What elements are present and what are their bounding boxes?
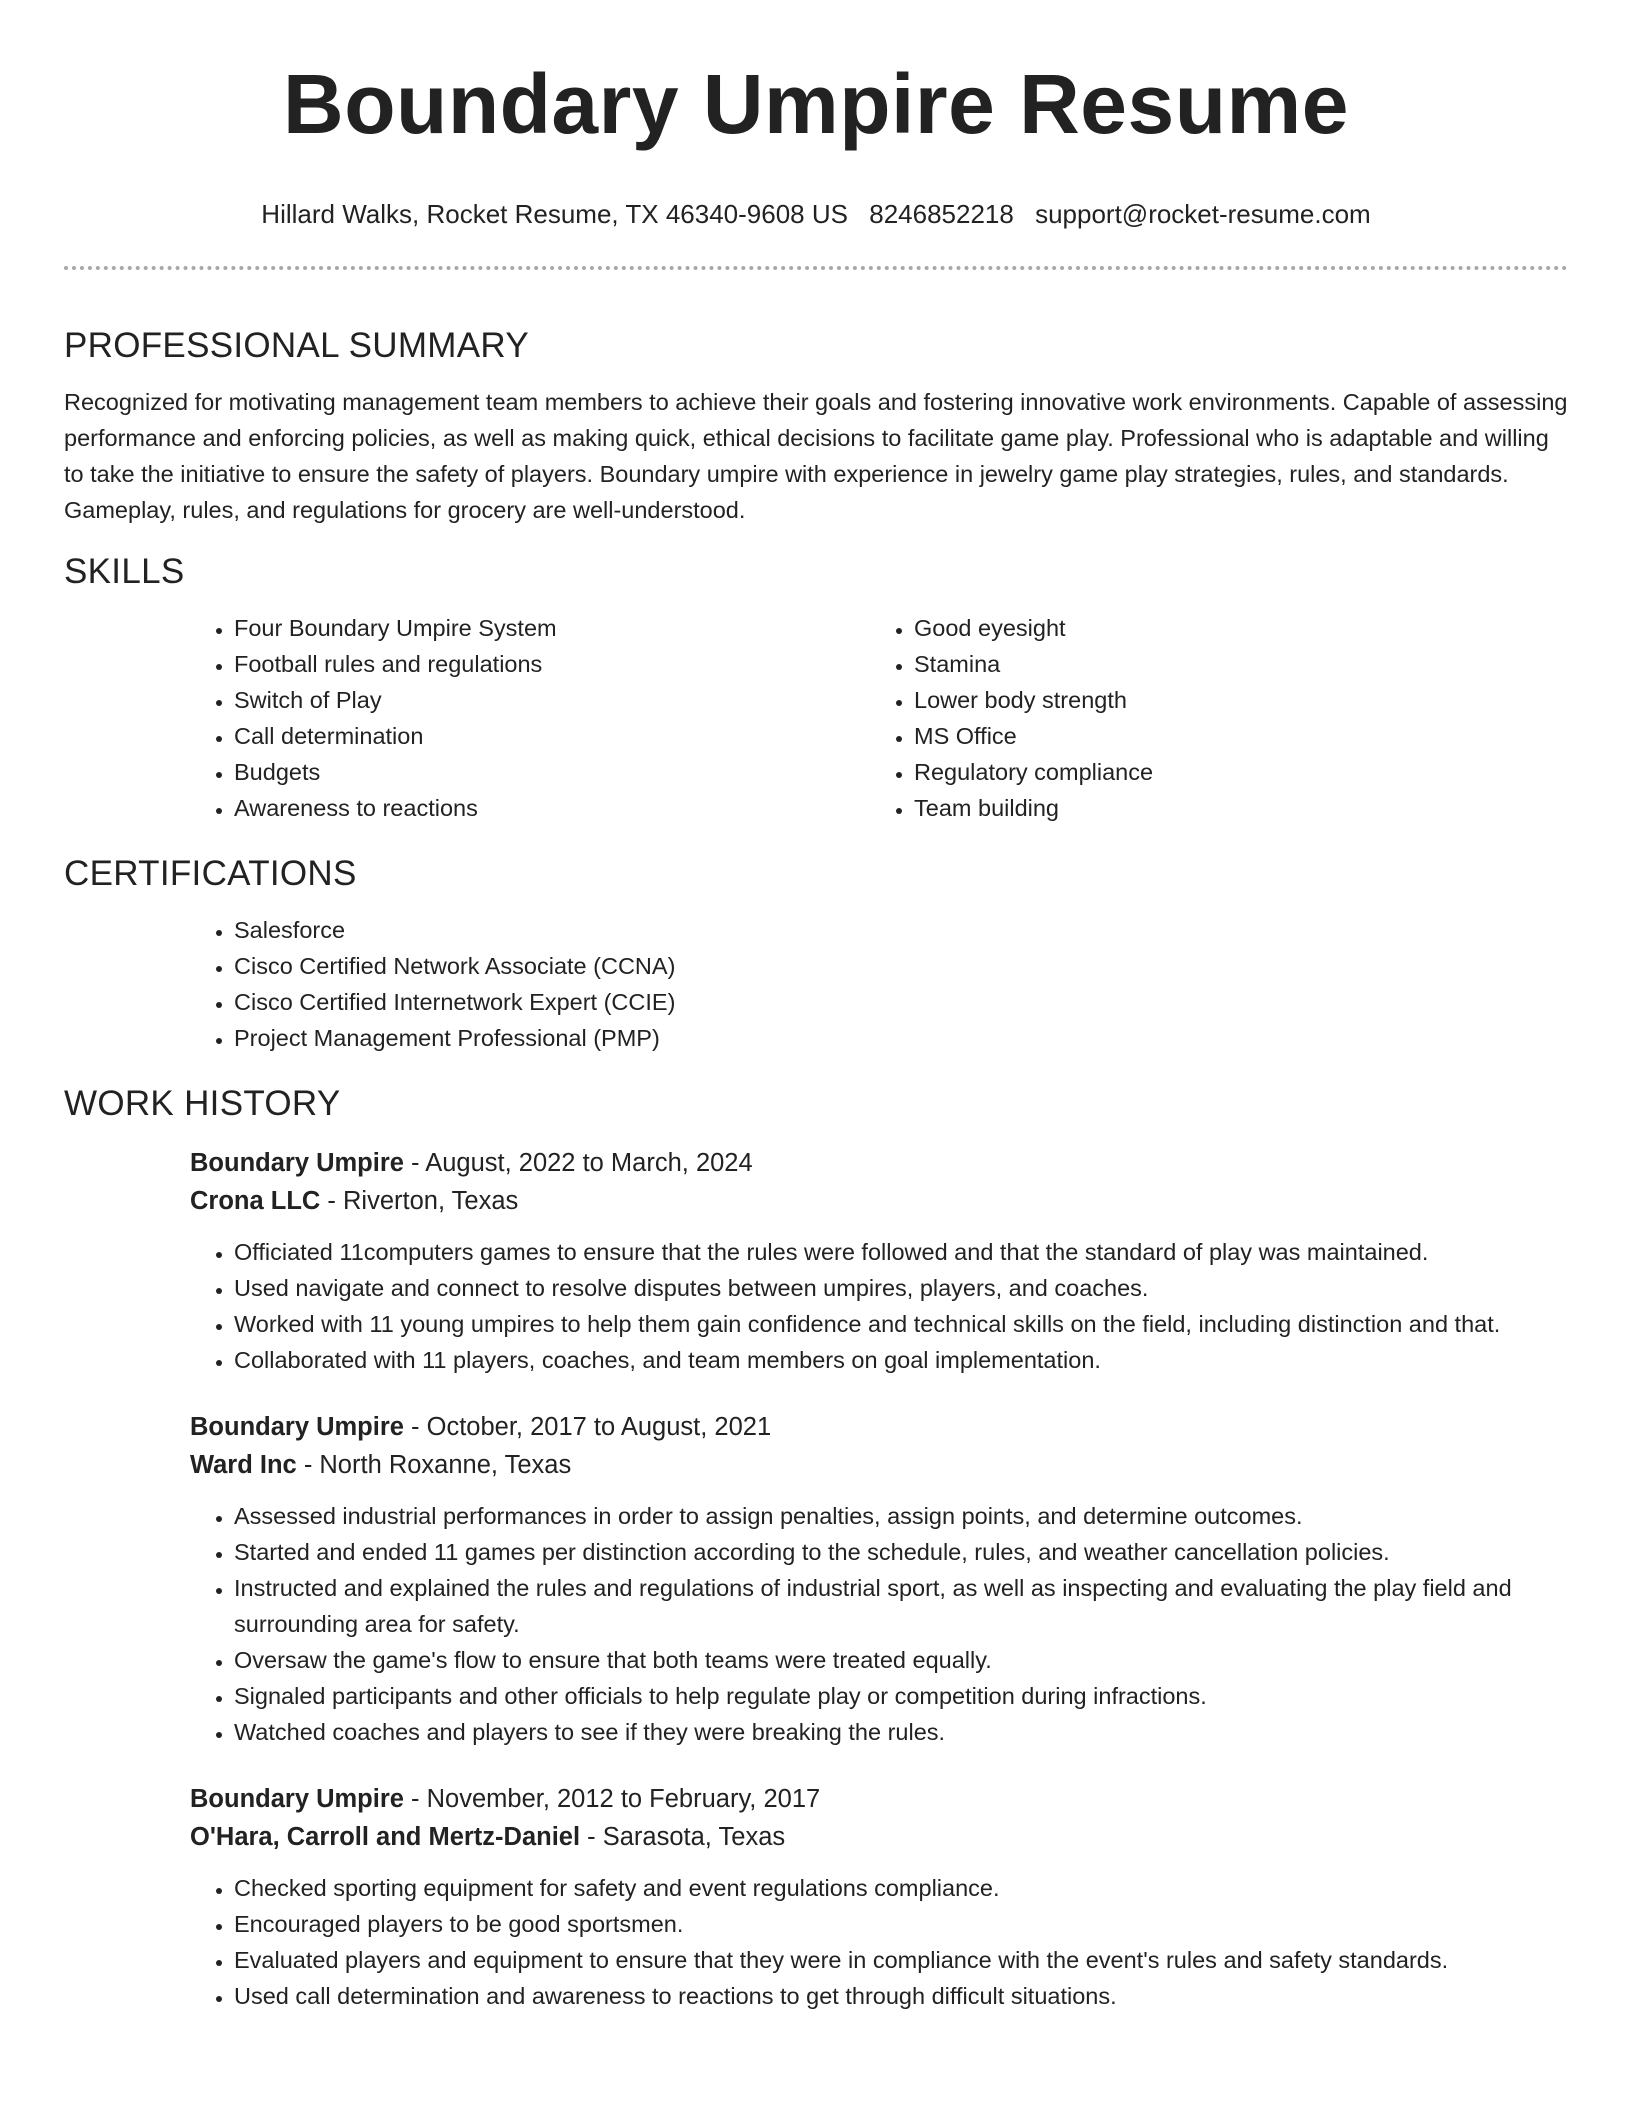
skill-item: • Awareness to reactions bbox=[234, 790, 870, 826]
skills-column-left bbox=[190, 610, 870, 826]
resume-page bbox=[64, 0, 1568, 2014]
job-duty: • Used navigate and connect to resolve disputes between umpires, players, and coaches. bbox=[234, 1270, 1568, 1306]
job-company: Ward Inc bbox=[190, 1451, 297, 1479]
job-entry bbox=[190, 1144, 1568, 1378]
skill-item: • Regulatory compliance bbox=[914, 754, 1550, 790]
certification-item: • Salesforce bbox=[234, 912, 1568, 948]
job-duty: • Watched coaches and players to see if they were breaking the rules. bbox=[234, 1714, 1568, 1750]
contact-email: support@rocket-resume.com bbox=[1035, 199, 1371, 229]
job-duty: • Instructed and explained the rules and regulations of industrial sport, as well as inspecting and evaluating the play field and surrounding area for safety. bbox=[234, 1570, 1568, 1642]
job-duty: • Checked sporting equipment for safety and event regulations compliance. bbox=[234, 1870, 1568, 1906]
work-history-heading: WORK HISTORY bbox=[64, 1084, 341, 1123]
resume-title: Boundary Umpire Resume bbox=[283, 57, 1349, 151]
skill-item: • MS Office bbox=[914, 718, 1550, 754]
job-title-line bbox=[190, 1144, 1568, 1182]
skill-item: • Lower body strength bbox=[914, 682, 1550, 718]
certification-item: • Cisco Certified Network Associate (CCNA) bbox=[234, 948, 1568, 984]
skills-column-right bbox=[870, 610, 1550, 826]
contact-address: Hillard Walks, Rocket Resume, TX 46340-9608 US bbox=[261, 199, 848, 229]
job-company-line bbox=[190, 1818, 1568, 1856]
job-title-line bbox=[190, 1780, 1568, 1818]
job-duty: • Assessed industrial performances in order to assign penalties, assign points, and determine outcomes. bbox=[234, 1498, 1568, 1534]
skills-heading: SKILLS bbox=[64, 552, 185, 591]
skill-item: • Four Boundary Umpire System bbox=[234, 610, 870, 646]
job-duty: • Started and ended 11 games per distinction according to the schedule, rules, and weather cancellation policies. bbox=[234, 1534, 1568, 1570]
job-entry bbox=[190, 1780, 1568, 2014]
certification-item: • Cisco Certified Internetwork Expert (CCIE) bbox=[234, 984, 1568, 1020]
job-title: Boundary Umpire bbox=[190, 1149, 404, 1177]
skill-item: • Stamina bbox=[914, 646, 1550, 682]
job-location: - Riverton, Texas bbox=[320, 1187, 519, 1215]
skill-item: • Call determination bbox=[234, 718, 870, 754]
job-duties bbox=[190, 1498, 1568, 1750]
skill-item: • Switch of Play bbox=[234, 682, 870, 718]
job-entry bbox=[190, 1408, 1568, 1750]
job-duties bbox=[190, 1870, 1568, 2014]
skills-grid bbox=[190, 610, 1568, 826]
job-location: - Sarasota, Texas bbox=[580, 1823, 786, 1851]
job-company-line bbox=[190, 1446, 1568, 1484]
job-company: O'Hara, Carroll and Mertz-Daniel bbox=[190, 1823, 581, 1851]
job-duties bbox=[190, 1234, 1568, 1378]
job-company: Crona LLC bbox=[190, 1187, 321, 1215]
certification-item: • Project Management Professional (PMP) bbox=[234, 1020, 1568, 1056]
header-divider bbox=[64, 266, 1568, 270]
skill-item: • Football rules and regulations bbox=[234, 646, 870, 682]
job-company-line bbox=[190, 1182, 1568, 1220]
skill-item: • Good eyesight bbox=[914, 610, 1550, 646]
job-dates: - August, 2022 to March, 2024 bbox=[403, 1149, 753, 1177]
skills-section bbox=[64, 550, 1568, 826]
skill-item: • Team building bbox=[914, 790, 1550, 826]
contact-line bbox=[64, 198, 1568, 230]
certifications-section bbox=[64, 852, 1568, 1056]
job-title: Boundary Umpire bbox=[190, 1785, 404, 1813]
job-dates: - October, 2017 to August, 2021 bbox=[403, 1413, 772, 1441]
job-duty: • Signaled participants and other officials to help regulate play or competition during infractions. bbox=[234, 1678, 1568, 1714]
summary-section bbox=[64, 324, 1568, 528]
job-duty: • Encouraged players to be good sportsmen. bbox=[234, 1906, 1568, 1942]
job-duty: • Evaluated players and equipment to ensure that they were in compliance with the event's rules and safety standards. bbox=[234, 1942, 1568, 1978]
contact-phone: 8246852218 bbox=[869, 199, 1014, 229]
job-location: - North Roxanne, Texas bbox=[296, 1451, 572, 1479]
job-dates: - November, 2012 to February, 2017 bbox=[403, 1785, 821, 1813]
job-duty: • Oversaw the game's flow to ensure that both teams were treated equally. bbox=[234, 1642, 1568, 1678]
work-history-section bbox=[64, 1082, 1568, 2014]
job-duty: • Collaborated with 11 players, coaches, and team members on goal implementation. bbox=[234, 1342, 1568, 1378]
job-title: Boundary Umpire bbox=[190, 1413, 404, 1441]
job-title-line bbox=[190, 1408, 1568, 1446]
summary-heading: PROFESSIONAL SUMMARY bbox=[64, 326, 529, 365]
certifications-heading: CERTIFICATIONS bbox=[64, 854, 357, 893]
job-duty: • Officiated 11computers games to ensure that the rules were followed and that the standard of play was maintained. bbox=[234, 1234, 1568, 1270]
skill-item: • Budgets bbox=[234, 754, 870, 790]
job-duty: • Worked with 11 young umpires to help them gain confidence and technical skills on the field, including distinction and that. bbox=[234, 1306, 1568, 1342]
job-duty: • Used call determination and awareness to reactions to get through difficult situations. bbox=[234, 1978, 1568, 2014]
summary-text: Recognized for motivating management team members to achieve their goals and fostering innovative work environments. Capable of assessing performance and enforcing policies, as well as making quick, ethical decisions to facilitate game play. Professional who is adaptable and willing to take the initiative to ensure the safety of players. Boundary umpire with experience in jewelry game play strategies, rules, and standards. Gameplay, rules, and regulations for grocery are well-understood. bbox=[64, 389, 1568, 523]
certifications-list bbox=[190, 912, 1568, 1056]
